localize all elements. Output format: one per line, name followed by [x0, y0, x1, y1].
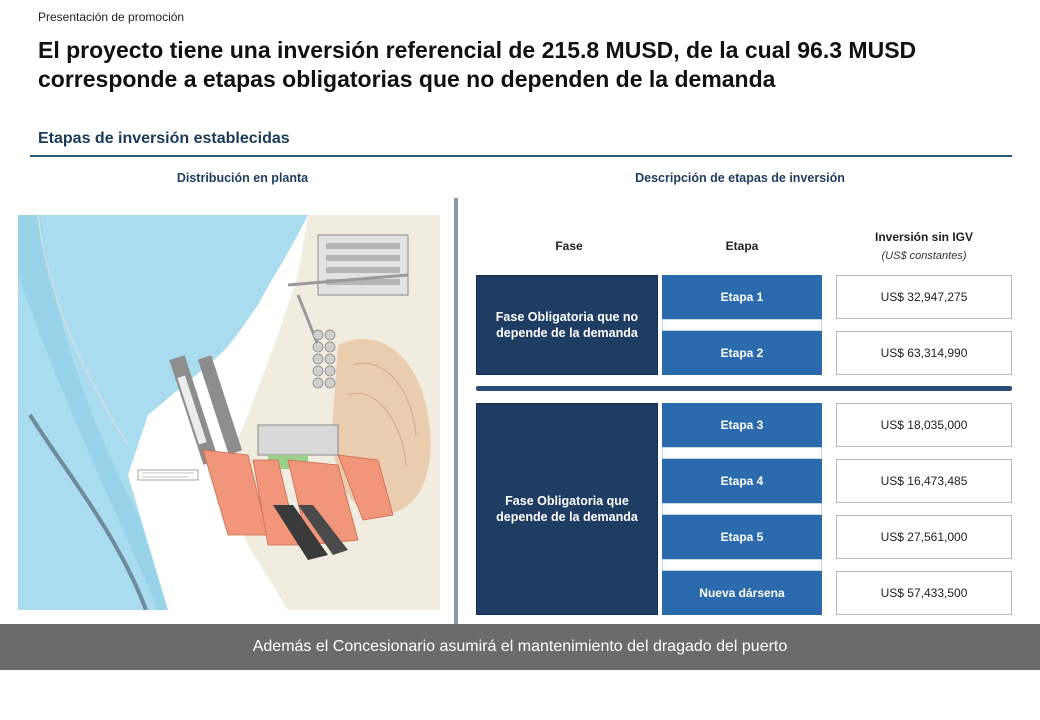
page-title: El proyecto tiene una inversión referencial de 215.8 MUSD, de la cual 96.3 MUSD corresponde a etapas obligatorias que no dependen de la demanda	[38, 37, 917, 92]
site-plan-illustration	[18, 215, 440, 610]
footer-text: Además el Concesionario asumirá el mantenimiento del dragado del puerto	[252, 638, 788, 655]
etapa-gap	[662, 319, 822, 331]
etapa-gap	[662, 559, 822, 571]
phase-box-obligatoria-no-demanda	[476, 275, 658, 375]
etapa-label: Etapa 3	[720, 418, 764, 432]
etapa-cell-4	[662, 459, 822, 503]
etapa-label: Etapa 1	[720, 290, 764, 304]
phase-divider	[476, 386, 1012, 391]
etapa-gap	[662, 503, 822, 515]
etapa-cell-5	[662, 515, 822, 559]
port-site-plan-map	[18, 215, 440, 610]
inversion-cell-1	[836, 275, 1012, 319]
etapa-label: Nueva dársena	[699, 586, 785, 600]
column-header-etapa: Etapa	[725, 239, 759, 253]
section-title: Etapas de inversión establecidas	[38, 130, 290, 147]
kicker-text: Presentación de promoción	[38, 10, 185, 24]
inversion-cell-5	[836, 515, 1012, 559]
etapa-label: Etapa 2	[720, 346, 764, 360]
inversion-cell-4	[836, 459, 1012, 503]
etapa-cell-1	[662, 275, 822, 319]
inversion-cell-2	[836, 331, 1012, 375]
etapa-cell-2	[662, 331, 822, 375]
phase-label: Fase Obligatoria que depende de la demanda	[496, 494, 638, 524]
inversion-value: US$ 16,473,485	[880, 474, 968, 488]
inversion-value: US$ 27,561,000	[880, 530, 968, 544]
inversion-value: US$ 18,035,000	[880, 418, 968, 432]
column-header-fase: Fase	[555, 239, 583, 253]
column-header-inversion-unit: (US$ constantes)	[881, 250, 967, 262]
column-header-inversion: Inversión sin IGV	[874, 230, 974, 244]
inversion-cell-3	[836, 403, 1012, 447]
etapa-label: Etapa 5	[720, 530, 764, 544]
footer-banner	[0, 624, 1040, 670]
etapa-cell-nueva-darsena	[662, 571, 822, 615]
right-subtitle: Descripción de etapas de inversión	[635, 171, 845, 185]
inversion-value: US$ 32,947,275	[880, 290, 968, 304]
inversion-value: US$ 57,433,500	[880, 586, 968, 600]
phase-label: Fase Obligatoria que no depende de la demanda	[495, 310, 639, 340]
phase-box-obligatoria-demanda	[476, 403, 658, 615]
etapa-label: Etapa 4	[720, 474, 764, 488]
section-divider	[30, 155, 1012, 157]
left-subtitle: Distribución en planta	[176, 171, 309, 185]
etapa-gap	[662, 447, 822, 459]
etapa-cell-3	[662, 403, 822, 447]
inversion-value: US$ 63,314,990	[880, 346, 968, 360]
inversion-cell-nueva-darsena	[836, 571, 1012, 615]
vertical-divider	[454, 198, 458, 626]
